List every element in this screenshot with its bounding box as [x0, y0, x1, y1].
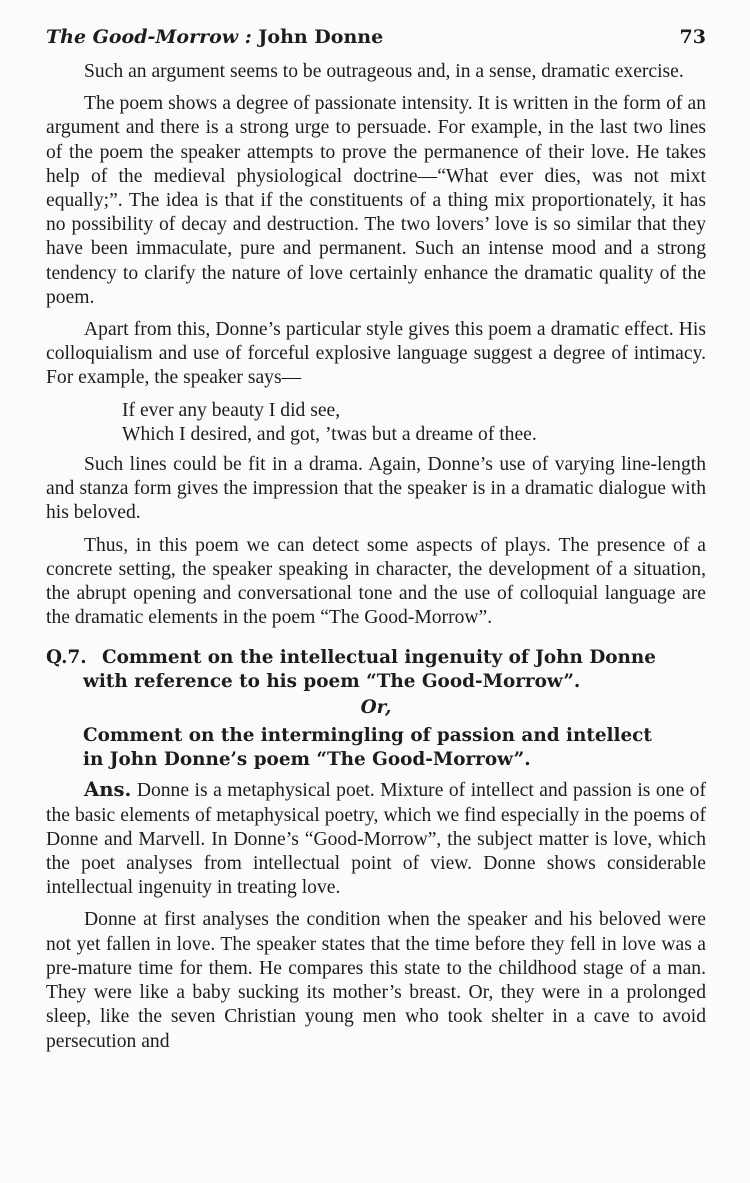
question-or: Or,	[360, 697, 392, 719]
running-head-title: The Good-Morrow :	[46, 26, 252, 48]
question-line-2: with reference to his poem “The Good-Morrow”.	[83, 671, 581, 693]
answer-text-1: Donne is a metaphysical poet. Mixture of intellect and passion is one of the basic elements of metaphysical poetry, which we find especially in the poems of Donne and Marvell. In Donne’s “Good-Morrow”, the subject matter is love, which the poet analyses from intellectual point of view. Donne shows considerable intellectual ingenuity in treating love.	[46, 780, 706, 899]
page-number: 73	[679, 26, 706, 48]
paragraph-1: Such an argument seems to be outrageous and, in a sense, dramatic exercise.	[84, 61, 684, 82]
question-block	[46, 646, 706, 772]
body-text	[46, 60, 706, 1054]
running-head	[46, 26, 383, 48]
paragraph-5: Thus, in this poem we can detect some aspects of plays. The presence of a concrete setting, the speaker speaking in character, the development of a situation, the abrupt opening and conversational tone and the use of colloquial language are the dramatic elements in the poem “The Good-Morrow”.	[46, 534, 706, 629]
paragraph-2: The poem shows a degree of passionate intensity. It is written in the form of an argument and there is a strong urge to persuade. For example, in the last two lines of the poem the speaker attempts to prove the permanence of their love. He takes help of the medieval physiological doctrine—“What ever dies, was not mixt equally;”. The idea is that if the constituents of a thing mix proportionately, it has no possibility of decay and destruction. The two lovers’ love is so similar that they have been immaculate, pure and permanent. Such an intense mood and a strong tendency to clarify the nature of love certainly enhance the dramatic quality of the poem.	[46, 93, 706, 308]
verse-line-2: Which I desired, and got, ’twas but a dreame of thee.	[122, 423, 537, 445]
question-text-1: Comment on the intellectual ingenuity of John Donne	[102, 647, 656, 669]
alt-question-line-2: in John Donne’s poem “The Good-Morrow”.	[83, 749, 531, 771]
answer-paragraph-1	[46, 778, 706, 900]
running-head-author: John Donne	[258, 26, 384, 48]
page-header	[46, 26, 706, 60]
answer-label: Ans.	[84, 778, 132, 802]
verse-quote	[122, 399, 706, 447]
question-number: Q.7.	[46, 647, 87, 669]
paragraph-3: Apart from this, Donne’s particular style gives this poem a dramatic effect. His colloquialism and use of forceful explosive language suggest a degree of intimacy. For example, the speaker says—	[46, 319, 706, 389]
alt-question-line-1: Comment on the intermingling of passion and intellect	[83, 725, 652, 747]
paragraph-4: Such lines could be fit in a drama. Again, Donne’s use of varying line-length and stanza form gives the impression that the speaker is in a dramatic dialogue with his beloved.	[46, 454, 706, 524]
question-line-1	[46, 646, 706, 670]
answer-paragraph-2: Donne at first analyses the condition when the speaker and his beloved were not yet fallen in love. The speaker states that the time before they fell in love was a pre-mature time for them. He compares this state to the childhood stage of a man. They were like a baby sucking its mother’s breast. Or, they were in a prolonged sleep, like the seven Christian young men who took shelter in a cave to avoid persecution and	[46, 909, 706, 1052]
verse-line-1: If ever any beauty I did see,	[122, 399, 341, 421]
